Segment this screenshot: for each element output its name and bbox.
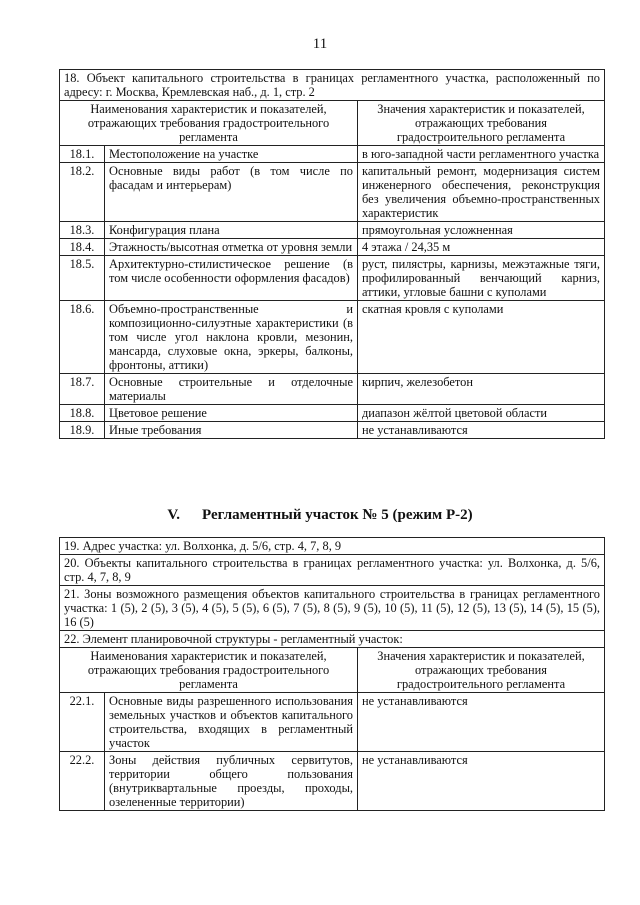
row-number: 18.6.	[60, 301, 105, 374]
row-value: капитальный ремонт, модернизация систем инженерного обеспечения, реконструкция без увеличения объемно-пространственных характеристик	[358, 163, 605, 222]
row-value: не устанавливаются	[358, 422, 605, 439]
table-row	[60, 163, 605, 222]
row-number: 18.9.	[60, 422, 105, 439]
row-value: руст, пилястры, карнизы, межэтажные тяги, профилированный венчающий карниз, аттики, угловые башни с куполами	[358, 256, 605, 301]
row-number: 18.8.	[60, 405, 105, 422]
page-number: 11	[312, 36, 328, 52]
row-19-address: 19. Адрес участка: ул. Волхонка, д. 5/6, стр. 4, 7, 8, 9	[60, 538, 605, 555]
table-row	[60, 146, 605, 163]
row-value: кирпич, железобетон	[358, 374, 605, 405]
table-row	[60, 222, 605, 239]
element-row	[60, 631, 605, 648]
row-number: 18.7.	[60, 374, 105, 405]
table-row	[60, 693, 605, 752]
row-value: прямоугольная усложненная	[358, 222, 605, 239]
table-row	[60, 374, 605, 405]
header-names: Наименования характеристик и показателей, отражающих требования градостроительного регламента	[60, 101, 358, 146]
objects-row	[60, 555, 605, 586]
row-name: Основные виды работ (в том числе по фасадам и интерьерам)	[105, 163, 358, 222]
row-value: не устанавливаются	[358, 752, 605, 811]
row-name: Иные требования	[105, 422, 358, 439]
table-row	[60, 405, 605, 422]
row-value: скатная кровля с куполами	[358, 301, 605, 374]
row-name: Зоны действия публичных сервитутов, территории общего пользования (внутриквартальные проезды, проходы, озелененные территории)	[105, 752, 358, 811]
table-row	[60, 256, 605, 301]
row-name: Основные строительные и отделочные материалы	[105, 374, 358, 405]
row-name: Местоположение на участке	[105, 146, 358, 163]
section-5-table	[59, 537, 605, 811]
table-row	[60, 239, 605, 256]
row-20-objects: 20. Объекты капитального строительства в границах регламентного участка: ул. Волхонка, д. 5/6, стр. 4, 7, 8, 9	[60, 555, 605, 586]
row-value: в юго-западной части регламентного участка	[358, 146, 605, 163]
object-18-table	[59, 69, 605, 439]
section-heading	[0, 507, 640, 524]
row-number: 18.4.	[60, 239, 105, 256]
row-21-zones: 21. Зоны возможного размещения объектов капитального строительства в границах регламентного участка: 1 (5), 2 (5), 3 (5), 4 (5), 5 (5), 6 (5), 7 (5), 8 (5), 9 (5), 10 (5), 11 (5), 12 (5), 13 (5), 14 (5), 15 (5), 16 (5)	[60, 586, 605, 631]
row-name: Этажность/высотная отметка от уровня земли	[105, 239, 358, 256]
row-value: диапазон жёлтой цветовой области	[358, 405, 605, 422]
header-names: Наименования характеристик и показателей, отражающих требования градостроительного регламента	[60, 648, 358, 693]
header-values: Значения характеристик и показателей, отражающих требования градостроительного регламента	[358, 101, 605, 146]
row-value: не устанавливаются	[358, 693, 605, 752]
table-header-row	[60, 101, 605, 146]
zones-row	[60, 586, 605, 631]
section-roman-number: V.	[167, 507, 181, 523]
row-value: 4 этажа / 24,35 м	[358, 239, 605, 256]
row-number: 18.2.	[60, 163, 105, 222]
table-header-row	[60, 648, 605, 693]
table-row	[60, 422, 605, 439]
row-name: Объемно-пространственные и композиционно-силуэтные характеристики (в том числе угол наклона кровли, мезонин, мансарда, слуховые окна, эркеры, балконы, фронтоны, аттики)	[105, 301, 358, 374]
row-number: 22.2.	[60, 752, 105, 811]
row-name: Основные виды разрешенного использования земельных участков и объектов капитального строительства, входящих в регламентный участок	[105, 693, 358, 752]
row-22-element: 22. Элемент планировочной структуры - регламентный участок:	[60, 631, 605, 648]
row-name: Архитектурно-стилистическое решение (в том числе особенности оформления фасадов)	[105, 256, 358, 301]
object-18-title: 18. Объект капитального строительства в границах регламентного участка, расположенный по адресу: г. Москва, Кремлевская наб., д. 1, стр. 2	[60, 70, 605, 101]
row-name: Цветовое решение	[105, 405, 358, 422]
row-number: 22.1.	[60, 693, 105, 752]
row-number: 18.1.	[60, 146, 105, 163]
table-row	[60, 301, 605, 374]
row-number: 18.3.	[60, 222, 105, 239]
section-title: Регламентный участок № 5 (режим Р-2)	[202, 507, 473, 523]
table-title-row	[60, 70, 605, 101]
address-row	[60, 538, 605, 555]
header-values: Значения характеристик и показателей, отражающих требования градостроительного регламента	[358, 648, 605, 693]
row-name: Конфигурация плана	[105, 222, 358, 239]
table-row	[60, 752, 605, 811]
row-number: 18.5.	[60, 256, 105, 301]
